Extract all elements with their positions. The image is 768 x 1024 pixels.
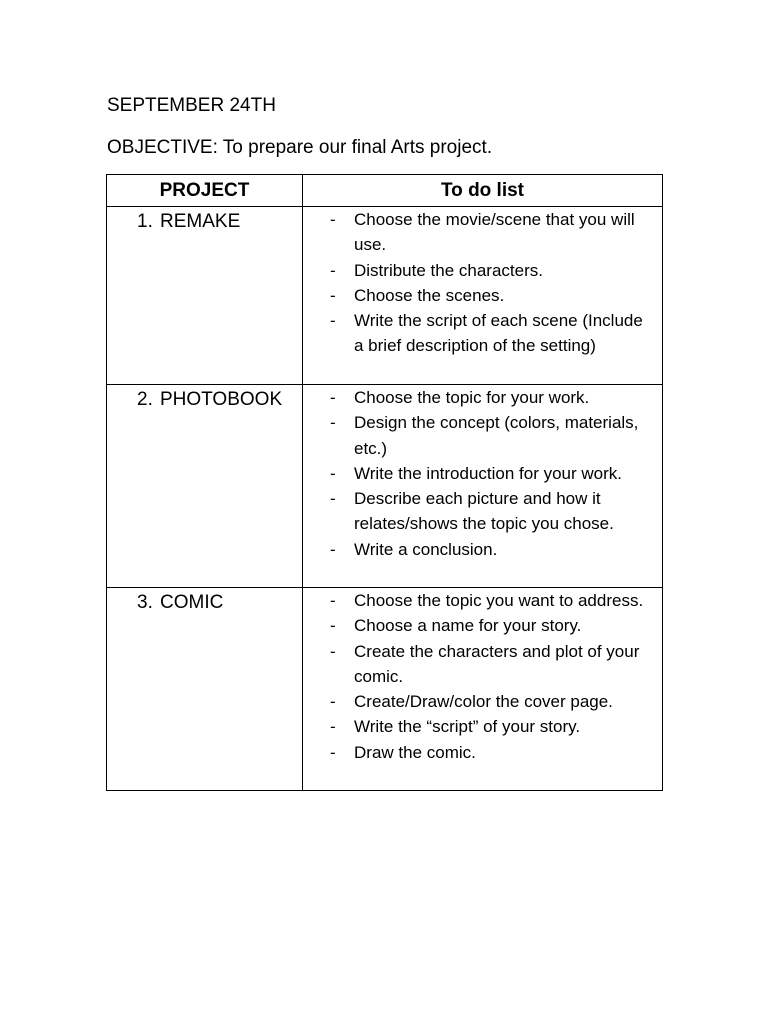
project-name — [107, 588, 302, 614]
todo-list — [303, 588, 662, 765]
task-text: Create the characters and plot of your comic. — [354, 641, 640, 686]
list-item: - Write a conclusion. — [330, 539, 498, 559]
task-text: Draw the comic. — [354, 742, 476, 762]
project-label: PHOTOBOOK — [160, 389, 283, 410]
todo-list — [303, 207, 662, 359]
task-text: Distribute the characters. — [354, 260, 543, 280]
table-row — [107, 207, 663, 385]
task-text: Choose the topic for your work. — [354, 388, 590, 407]
list-item: - Distribute the characters. — [330, 260, 543, 280]
list-item: - Choose the movie/scene that you will use. — [330, 210, 635, 255]
list-item: - Choose the topic for your work. — [330, 388, 590, 407]
table-header-row — [107, 175, 663, 207]
project-cell — [107, 588, 303, 791]
todo-cell — [303, 385, 663, 588]
list-item: - Write the introduction for your work. — [330, 463, 623, 483]
task-text: Choose the movie/scene that you will use. — [354, 210, 635, 255]
project-number: 1. — [137, 211, 153, 232]
objective-line: OBJECTIVE: To prepare our final Arts project. — [107, 137, 493, 158]
task-text: Choose the scenes. — [354, 285, 505, 305]
task-text: Choose a name for your story. — [354, 616, 582, 636]
project-label: COMIC — [160, 592, 224, 613]
list-item: - Create the characters and plot of your comic. — [330, 641, 640, 686]
task-text: Write a conclusion. — [354, 539, 498, 559]
task-text: Write the introduction for your work. — [354, 463, 623, 483]
list-item: - Design the concept (colors, materials, etc.) — [330, 413, 639, 458]
table-row — [107, 588, 663, 791]
task-text: Describe each picture and how it relates/shows the topic you chose. — [354, 489, 614, 534]
todo-list — [303, 385, 662, 562]
header-project: PROJECT — [107, 175, 303, 207]
list-item: - Write the “script” of your story. — [330, 717, 581, 737]
list-item: - Describe each picture and how it relates/shows the topic you chose. — [330, 489, 614, 534]
task-text: Design the concept (colors, materials, etc.) — [354, 413, 639, 458]
project-number: 3. — [137, 592, 153, 613]
date-heading: SEPTEMBER 24TH — [107, 95, 276, 116]
task-text: Write the script of each scene (Include a brief description of the setting) — [354, 311, 643, 356]
project-cell — [107, 207, 303, 385]
task-text: Write the “script” of your story. — [354, 717, 581, 737]
task-text: Choose the topic you want to address. — [354, 591, 644, 610]
task-text: Create/Draw/color the cover page. — [354, 692, 613, 712]
list-item: - Choose a name for your story. — [330, 616, 582, 636]
list-item: - Choose the scenes. — [330, 285, 505, 305]
todo-cell — [303, 207, 663, 385]
project-number: 2. — [137, 389, 153, 410]
project-name — [107, 207, 302, 233]
table-row — [107, 385, 663, 588]
todo-cell — [303, 588, 663, 791]
list-item: - Choose the topic you want to address. — [330, 591, 644, 610]
project-name — [107, 385, 302, 411]
header-todo-list: To do list — [303, 175, 663, 207]
project-label: REMAKE — [160, 211, 241, 232]
project-table — [106, 174, 663, 791]
list-item: - Write the script of each scene (Include a brief description of the setting) — [330, 311, 643, 356]
list-item: - Create/Draw/color the cover page. — [330, 692, 613, 712]
list-item: - Draw the comic. — [330, 742, 476, 762]
project-cell — [107, 385, 303, 588]
